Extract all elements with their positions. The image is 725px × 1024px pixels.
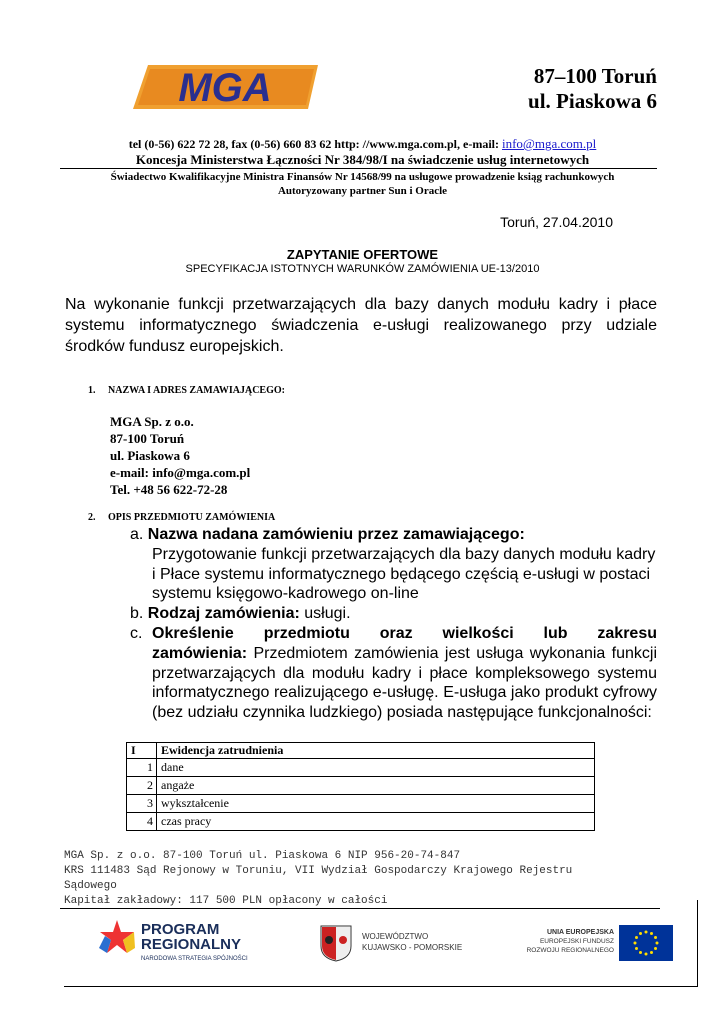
eu-flag-icon xyxy=(619,925,673,961)
license-line: Koncesja Ministerstwa Łączności Nr 384/98/I na świadczenie usług internetowych xyxy=(135,152,590,167)
document-subtitle: SPECYFIKACJA ISTOTNYCH WARUNKÓW ZAMÓWIENIA UE-13/2010 xyxy=(185,263,540,275)
item-label: zamówienia: xyxy=(152,645,248,662)
woj-line: WOJEWÓDZTWO xyxy=(362,932,429,941)
table-row xyxy=(127,813,595,831)
document-title: ZAPYTANIE OFERTOWE xyxy=(286,247,439,262)
row-num: 4 xyxy=(127,813,157,831)
item-c-text xyxy=(152,644,657,722)
ue-line: EUROPEJSKI FUNDUSZ xyxy=(539,938,614,945)
header-divider xyxy=(60,168,657,169)
item-label: Rodzaj zamówienia: xyxy=(147,605,300,622)
woj-line: KUJAWSKO - POMORSKIE xyxy=(362,943,463,952)
eu-star xyxy=(639,951,642,954)
row-label: wykształcenie xyxy=(157,795,595,813)
item-label-word: Określenie xyxy=(152,625,234,642)
item-label: Nazwa nadana zamówieniu przez zamawiającego: xyxy=(147,526,525,543)
company-address-block xyxy=(528,64,657,114)
item-a-heading xyxy=(130,525,525,545)
eu-star xyxy=(639,932,642,935)
item-marker: b. xyxy=(130,605,144,622)
eu-star xyxy=(634,942,637,945)
footer-line: KRS 111483 Sąd Rejonowy w Toruniu, VII Wydział Gospodarczy Krajowego Rejestru xyxy=(64,865,573,877)
item-b xyxy=(130,604,351,624)
address-line: 87-100 Toruń xyxy=(110,431,185,446)
row-label: czas pracy xyxy=(157,813,595,831)
row-label: angaże xyxy=(157,777,595,795)
email-link[interactable]: info@mga.com.pl xyxy=(501,136,597,151)
section-1-heading xyxy=(88,385,285,396)
eu-star xyxy=(654,947,657,950)
address-line: MGA Sp. z o.o. xyxy=(110,414,194,429)
functionality-table xyxy=(126,742,595,831)
item-c-marker: c. xyxy=(130,625,143,642)
row-num: 3 xyxy=(127,795,157,813)
ue-line: ROZWOJU REGIONALNEGO xyxy=(526,947,614,954)
program-line: PROGRAM xyxy=(141,921,220,938)
item-label-word: oraz xyxy=(379,625,413,642)
item-label-word: zakresu xyxy=(597,625,657,642)
address-line: Tel. +48 56 622-72-28 xyxy=(110,482,228,497)
program-logo-text xyxy=(141,922,241,952)
eu-text xyxy=(510,928,614,955)
item-c-label-line xyxy=(152,624,657,644)
table-row xyxy=(127,759,595,777)
program-subtitle: NARODOWA STRATEGIA SPÓJNOŚCI xyxy=(141,956,248,962)
section-2-heading xyxy=(88,512,275,523)
orderer-address xyxy=(110,413,250,498)
document-date: Toruń, 27.04.2010 xyxy=(500,214,613,230)
certificate-line: Świadectwo Kwalifikacyjne Ministra Finansów Nr 14568/99 na usługowe prowadzenie ksiąg rachunkowych xyxy=(110,171,615,183)
logo-text: MGA xyxy=(178,66,272,110)
voivodeship-text xyxy=(362,931,462,953)
row-num: 2 xyxy=(127,777,157,795)
program-line: REGIONALNY xyxy=(141,936,242,953)
contact-text: tel (0-56) 622 72 28, fax (0-56) 660 83 62 http: //www.mga.com.pl, e-mail: xyxy=(128,137,502,151)
partner-line: Autoryzowany partner Sun i Oracle xyxy=(277,185,448,197)
table-row xyxy=(127,777,595,795)
section-number: 2. xyxy=(88,512,96,523)
table-header-row xyxy=(127,743,595,759)
section-title: OPIS PRZEDMIOTU ZAMÓWIENIA xyxy=(108,512,276,523)
certificate-block xyxy=(0,170,725,198)
item-value: usługi. xyxy=(299,605,351,622)
eu-star xyxy=(645,931,648,934)
item-a-text: Przygotowanie funkcji przetwarzających dla bazy danych modułu kadry i Płace systemu informatycznego będącego częścią e-usługi w postaci systemu księgowo-kadrowego on-line xyxy=(152,546,656,602)
intro-paragraph: Na wykonanie funkcji przetwarzających dla bazy danych modułu kadry i płace systemu informatycznego świadczenia e-usługi realizowanego przy udziale środków fundusz europejskich. xyxy=(65,296,657,355)
eu-star xyxy=(635,947,638,950)
section-title: NAZWA I ADRES ZAMAWIAJĄCEGO: xyxy=(108,385,285,396)
mga-logo xyxy=(128,57,323,117)
item-description: Przedmiotem zamówienia jest usługa wykonania funkcji przetwarzających dla modułu kadry i płace kompleksowego systemu informatycznego realizującego e-usługę. E-usługa jako produkt cyfrowy (bez udziału czynnika ludzkiego) posiada następujące funkcjonalności: xyxy=(152,645,657,721)
footer-line: Kapitał zakładowy: 117 500 PLN opłacony w całości xyxy=(64,895,388,907)
row-label: dane xyxy=(157,759,595,777)
item-label-word: wielkości xyxy=(442,625,514,642)
voivodeship-coat-of-arms-icon xyxy=(319,924,353,962)
item-label-word: lub xyxy=(543,625,568,642)
table-header-num: I xyxy=(127,743,157,759)
footer-divider xyxy=(60,908,660,909)
eu-star xyxy=(635,936,638,939)
footer-line: MGA Sp. z o.o. 87-100 Toruń ul. Piaskowa 6 NIP 956-20-74-847 xyxy=(64,850,461,862)
address-line: ul. Piaskowa 6 xyxy=(110,448,190,463)
eu-star xyxy=(650,951,653,954)
program-regionalny-icon xyxy=(97,918,137,960)
eu-star xyxy=(654,936,657,939)
address-line: e-mail: info@mga.com.pl xyxy=(110,465,251,480)
eu-star xyxy=(650,932,653,935)
table-header-label: Ewidencja zatrudnienia xyxy=(157,743,595,759)
city-line: 87–100 Toruń xyxy=(533,64,657,88)
footer-line: Sądowego xyxy=(64,880,117,892)
eu-star xyxy=(656,942,659,945)
street-line: ul. Piaskowa 6 xyxy=(528,89,657,113)
section-number: 1. xyxy=(88,385,96,396)
contact-line xyxy=(0,136,725,152)
row-num: 1 xyxy=(127,759,157,777)
eu-star xyxy=(645,953,648,956)
table-row xyxy=(127,795,595,813)
item-marker: a. xyxy=(130,526,144,543)
item-label-word: przedmiotu xyxy=(263,625,350,642)
ue-line: UNIA EUROPEJSKA xyxy=(546,929,614,936)
